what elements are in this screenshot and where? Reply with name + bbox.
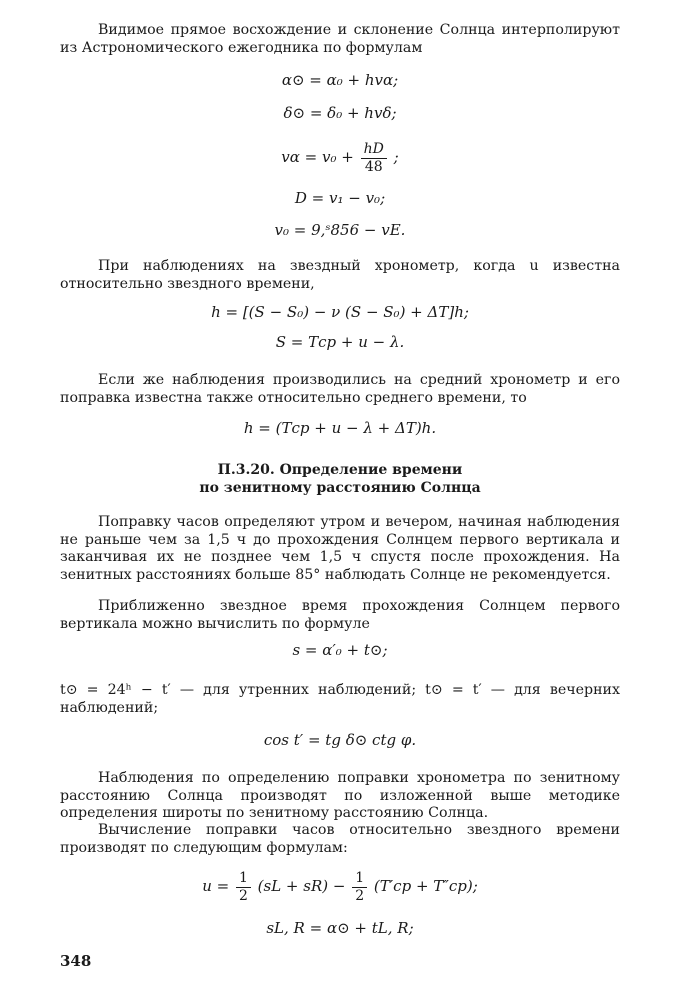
fraction-denominator: 48 [364, 158, 383, 175]
paragraph-observation-rules: Поправку часов определяют утром и вечером, начиная наблюдения не раньше чем за 1,5 ч до прохождения Солнцем первого вертикала и заканчивая их не позднее чем 1,5 ч спустя после прохождения. На зенитных расстояниях больше 85° наблюдать Солнце не рекомендуется. [60, 514, 620, 583]
page-number: 348 [60, 952, 92, 970]
formula-s: S = Tср + u − λ. [275, 333, 405, 351]
formula-v-alpha [60, 138, 620, 176]
formula-v-alpha-right: ; [388, 148, 399, 166]
paragraph-approx-time: Приближенно звездное время прохождения Солнцем первого вертикала можно вычислить по формуле [60, 598, 620, 632]
formula-cos-t: cos t′ = tg δ⊙ ctg φ. [263, 731, 417, 749]
fraction-numerator: 1 [352, 870, 367, 888]
formula-d: D = v₁ − v₀; [294, 189, 386, 207]
paragraph-sidereal-chronometer: При наблюдениях на звездный хронометр, когда u известна относительно звездного времени, [60, 258, 620, 292]
fraction-numerator: 1 [236, 870, 251, 888]
section-heading-line2: по зенитному расстоянию Солнца [199, 480, 481, 496]
fraction-denominator: 2 [355, 887, 365, 904]
formula-u [60, 866, 620, 906]
formula-u-right: (T′ср + T″ср); [369, 877, 478, 895]
formula-h-sidereal: h = [(S − S₀) − ν (S − S₀) + ΔT]h; [211, 303, 469, 321]
formula-s-approx: s = α′₀ + t⊙; [292, 641, 388, 659]
fraction-hd-48 [361, 141, 387, 176]
formula-delta-sun: δ⊙ = δ₀ + hvδ; [283, 104, 397, 122]
fraction-numerator: hD [361, 141, 387, 159]
paragraph-method: Наблюдения по определению поправки хронометра по зенитному расстоянию Солнца производят по изложенной выше методике определения широты по зенитному расстоянию Солнца. [60, 770, 620, 821]
paragraph-calculation: Вычисление поправки часов относительно звездного времени производят по следующим формулам: [60, 822, 620, 856]
formula-v0: v₀ = 9,ˢ856 − vE. [274, 221, 406, 239]
formula-u-left: u = [202, 877, 234, 895]
formula-h-mean: h = (Tср + u − λ + ΔT)h. [243, 419, 437, 437]
fraction-one-half-a [236, 870, 251, 905]
formula-v-alpha-left: vα = v₀ + [281, 148, 359, 166]
fraction-denominator: 2 [238, 887, 248, 904]
section-heading-line1: П.3.20. Определение времени [217, 462, 463, 478]
paragraph-interpolation: Видимое прямое восхождение и склонение Солнца интерполируют из Астрономического ежегодника по формулам [60, 22, 620, 56]
paragraph-mean-chronometer: Если же наблюдения производились на средний хронометр и его поправка известна также относительно среднего времени, то [60, 372, 620, 406]
paragraph-t-sun: t⊙ = 24ʰ − t′ — для утренних наблюдений; t⊙ = t′ — для вечерних наблюдений; [60, 682, 620, 716]
formula-s-lr: sL, R = α⊙ + tL, R; [266, 919, 414, 937]
fraction-one-half-b [352, 870, 367, 905]
formula-u-mid: (sL + sR) − [252, 877, 351, 895]
formula-alpha-sun: α⊙ = α₀ + hvα; [281, 71, 399, 89]
